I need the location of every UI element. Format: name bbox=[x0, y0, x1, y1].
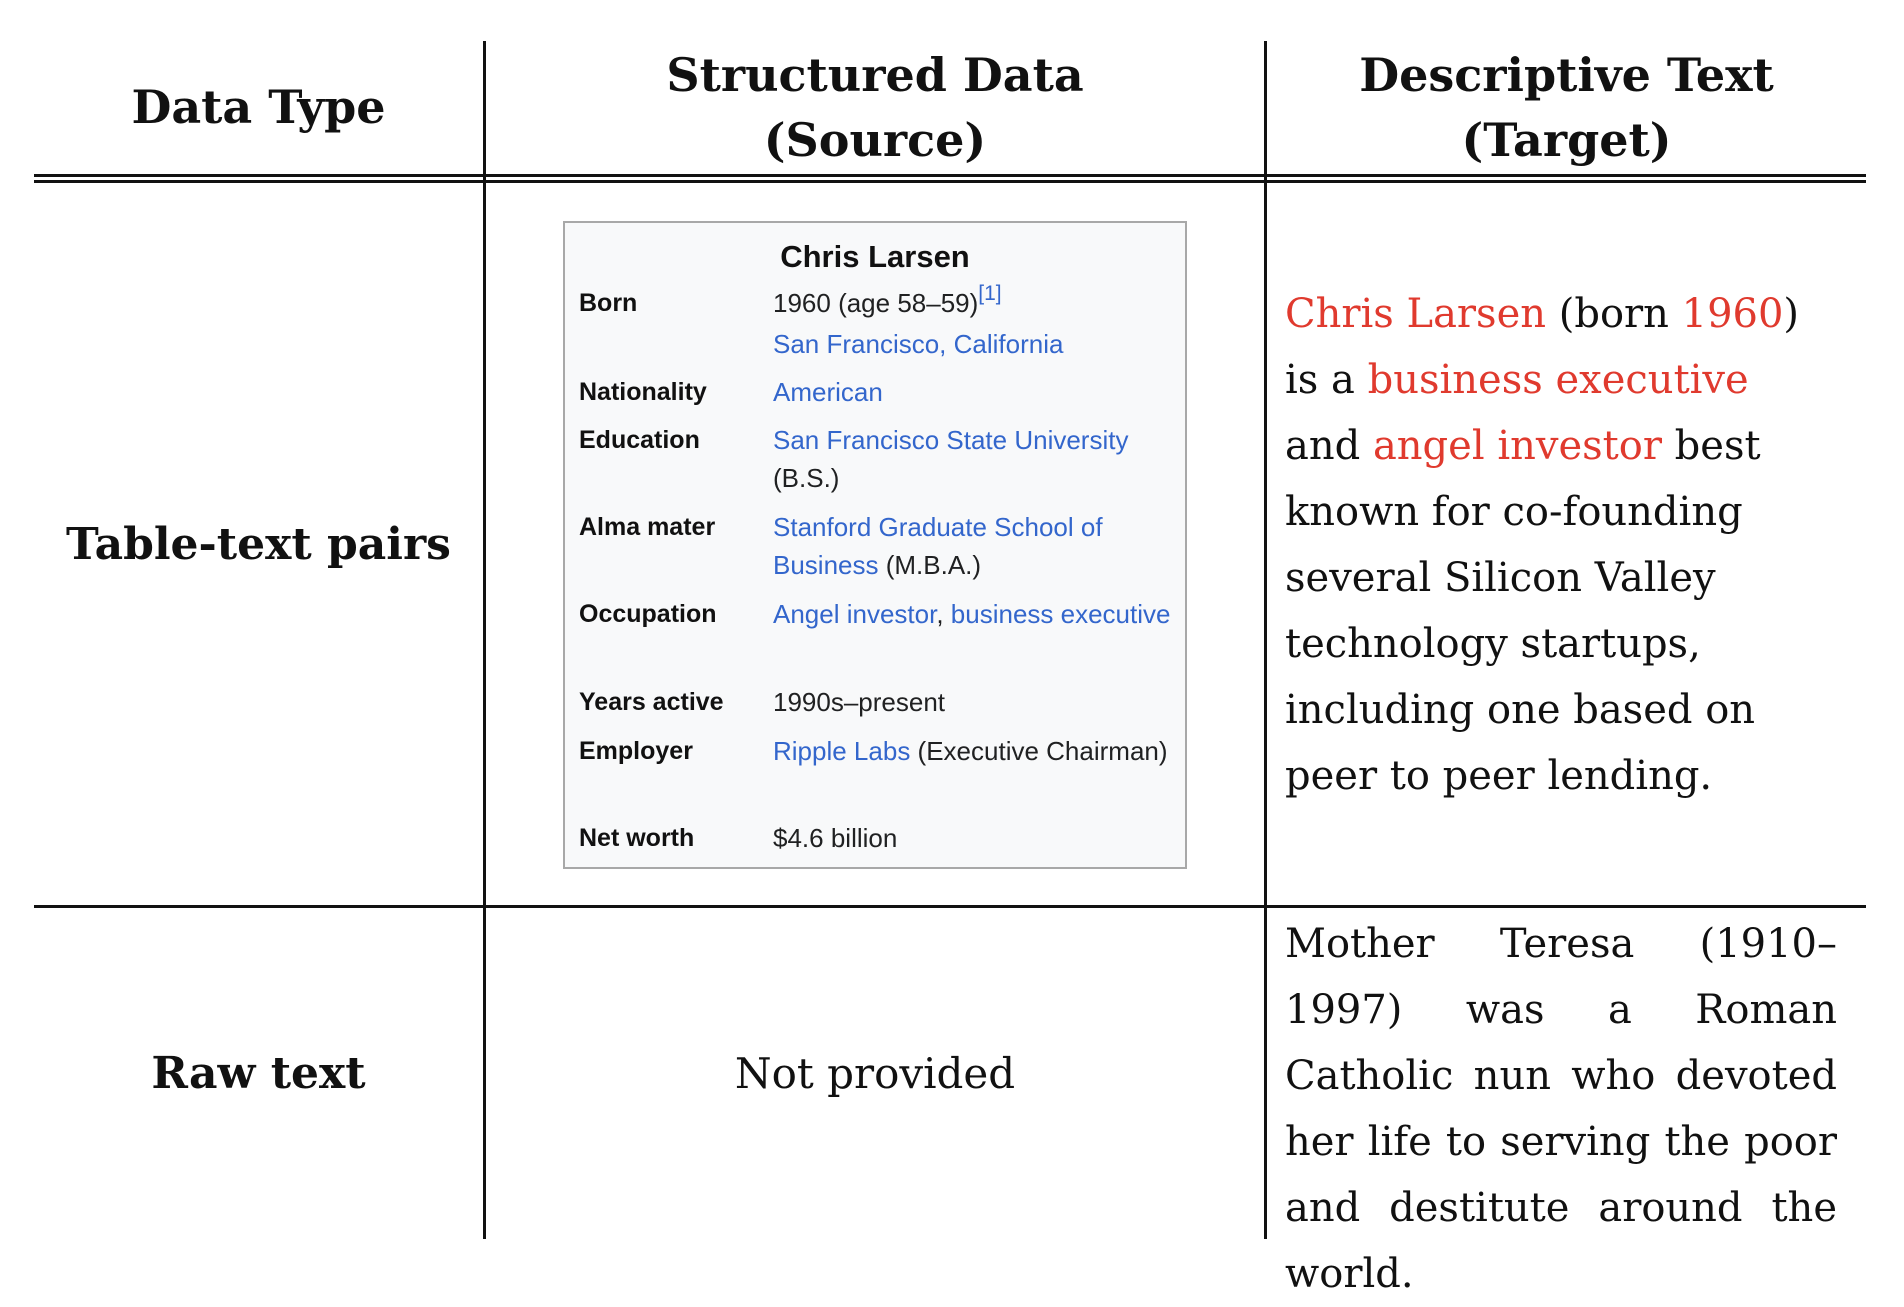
highlight-entity: business executive bbox=[1367, 357, 1749, 403]
infobox-label: Net worth bbox=[579, 824, 695, 852]
infobox-label: Years active bbox=[579, 688, 724, 716]
header-rule-top bbox=[34, 174, 1866, 177]
occupation-separator: , bbox=[936, 599, 944, 629]
plain-text: ) is a bbox=[1285, 291, 1800, 403]
header-data-type bbox=[34, 41, 483, 174]
infobox-value bbox=[773, 508, 1183, 584]
infobox-value bbox=[773, 732, 1183, 770]
header-descriptive-line1: Descriptive Text bbox=[1359, 47, 1774, 102]
highlight-entity: angel investor bbox=[1372, 423, 1662, 469]
mother-teresa-text: Mother Teresa (1910–1997) was a Roman Catholic nun who devoted her life to serving the poor and destitute around the world. bbox=[1285, 921, 1837, 1297]
infobox-value bbox=[773, 373, 1183, 411]
infobox-value: $4.6 billion bbox=[773, 823, 898, 853]
header-data-type-text: Data Type bbox=[131, 80, 386, 134]
employer-role: (Executive Chairman) bbox=[917, 736, 1168, 766]
reference-link[interactable]: [1] bbox=[978, 282, 1002, 305]
plain-text: best known for co-founding several Silicon Valley technology startups, including one based on peer to peer lending. bbox=[1285, 423, 1761, 799]
row-label-raw-text-text: Raw text bbox=[151, 1047, 366, 1099]
nationality-link[interactable]: American bbox=[773, 377, 883, 407]
plain-text: (born bbox=[1546, 291, 1682, 337]
alma-mater-link[interactable]: Stanford Graduate School of Business bbox=[773, 512, 1103, 580]
infobox-title: Chris Larsen bbox=[780, 239, 970, 274]
highlight-entity: Chris Larsen bbox=[1285, 291, 1547, 337]
not-provided-text bbox=[486, 908, 1264, 1238]
infobox-value: 1990s–present bbox=[773, 687, 946, 717]
alma-mater-degree: (M.B.A.) bbox=[885, 550, 982, 580]
description-mother-teresa bbox=[1285, 911, 1837, 1307]
header-structured-line2: (Source) bbox=[763, 112, 987, 167]
infobox-value bbox=[773, 595, 1183, 633]
infobox-label: Nationality bbox=[579, 378, 707, 406]
row-label-table-text-pairs-text: Table-text pairs bbox=[66, 518, 451, 570]
occupation-link-angel-investor[interactable]: Angel investor bbox=[773, 599, 937, 629]
infobox-label: Born bbox=[579, 289, 638, 317]
born-year: 1960 (age 58–59) bbox=[773, 288, 979, 318]
header-descriptive-line2: (Target) bbox=[1461, 112, 1672, 167]
plain-text: and bbox=[1285, 423, 1373, 469]
infobox-label: Education bbox=[579, 426, 700, 454]
header-structured-data bbox=[486, 41, 1264, 174]
highlight-entity: 1960 bbox=[1681, 291, 1784, 337]
infobox-label: Occupation bbox=[579, 600, 717, 628]
education-link[interactable]: San Francisco State University bbox=[773, 425, 1129, 455]
born-place-link[interactable]: San Francisco, California bbox=[773, 329, 1064, 359]
row-label-raw-text bbox=[34, 908, 483, 1238]
not-provided-value: Not provided bbox=[734, 1048, 1016, 1098]
row-label-table-text-pairs bbox=[34, 183, 483, 905]
infobox-label: Employer bbox=[579, 737, 693, 765]
occupation-link-business-executive[interactable]: business executive bbox=[950, 599, 1171, 629]
education-degree: (B.S.) bbox=[773, 463, 840, 493]
header-descriptive-text bbox=[1267, 41, 1866, 174]
infobox-value bbox=[773, 284, 1183, 363]
wikipedia-infobox bbox=[563, 221, 1187, 869]
employer-link[interactable]: Ripple Labs bbox=[773, 736, 911, 766]
column-divider-2 bbox=[1264, 41, 1267, 1239]
description-chris-larsen bbox=[1285, 281, 1825, 809]
infobox-label: Alma mater bbox=[579, 513, 716, 541]
header-structured-line1: Structured Data bbox=[666, 47, 1084, 102]
infobox-value bbox=[773, 421, 1183, 497]
